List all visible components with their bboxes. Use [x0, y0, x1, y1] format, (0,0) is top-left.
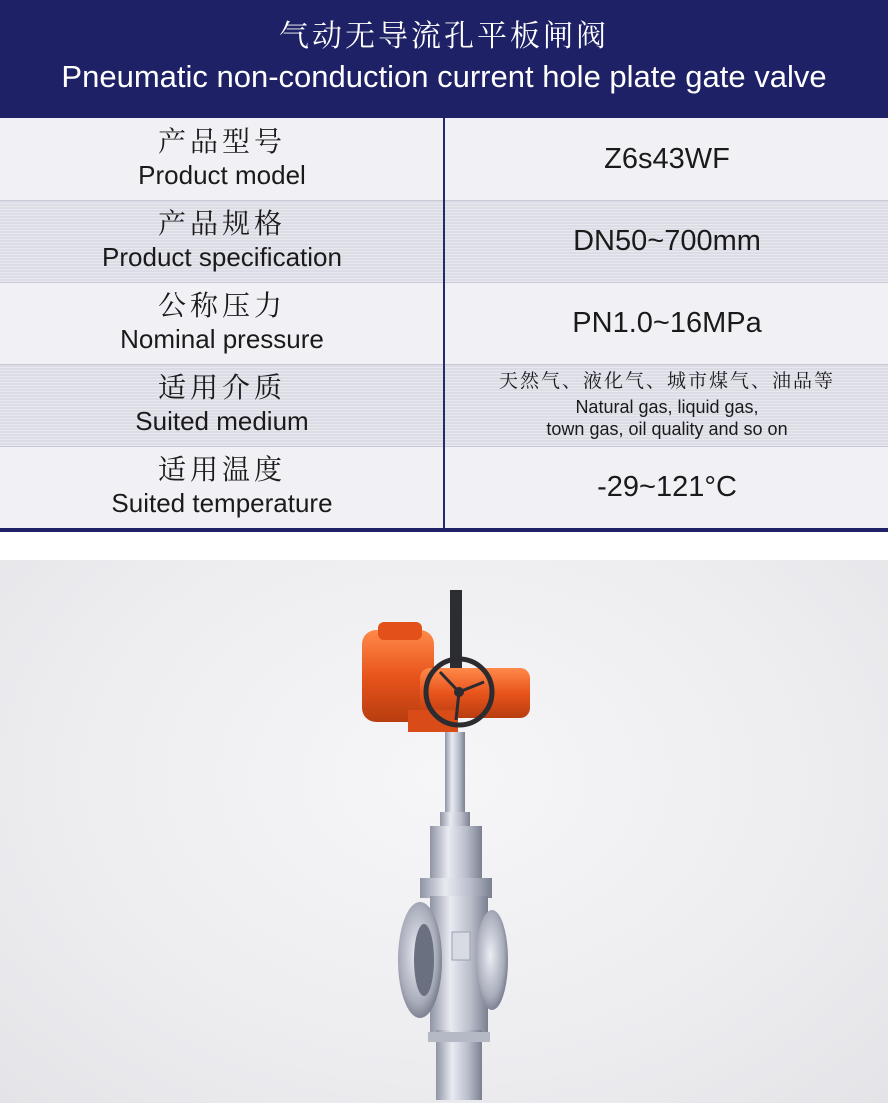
product-photo	[0, 560, 888, 1103]
spec-label-zh: 产品规格	[157, 207, 286, 240]
gate-valve-illustration	[0, 560, 888, 1103]
outlet-flange	[476, 910, 508, 1010]
column-divider	[443, 118, 445, 530]
spec-value: PN1.0~16MPa	[572, 306, 762, 339]
spec-label-zh: 产品型号	[157, 125, 286, 158]
valve-bonnet	[430, 826, 482, 886]
spec-label-en: Product specification	[102, 242, 342, 272]
spec-value: -29~121°C	[597, 470, 737, 503]
title-english: Pneumatic non-conduction current hole plate gate valve	[61, 59, 827, 94]
title-chinese: 气动无导流孔平板闸阀	[279, 19, 609, 54]
spec-label	[0, 200, 444, 282]
spec-value-en-line2: town gas, oil quality and so on	[546, 419, 788, 439]
spec-label-zh: 适用介质	[157, 371, 286, 404]
spec-label-en: Nominal pressure	[120, 324, 324, 354]
spec-label-en: Product model	[138, 160, 306, 190]
table-bottom-rule	[0, 528, 888, 532]
spec-value	[446, 364, 888, 446]
spec-label	[0, 118, 444, 200]
spec-value-zh: 天然气、液化气、城市煤气、油品等	[498, 370, 835, 392]
spec-label	[0, 446, 444, 528]
spec-table	[0, 118, 888, 530]
spec-value-en-line1: Natural gas, liquid gas,	[575, 397, 759, 417]
spec-label-zh: 适用温度	[157, 453, 286, 486]
page-header	[0, 0, 888, 118]
spec-label-en: Suited medium	[135, 406, 309, 436]
spec-value: DN50~700mm	[573, 224, 761, 257]
valve-yoke	[445, 732, 465, 817]
spec-label	[0, 364, 444, 446]
spec-label-zh: 公称压力	[157, 289, 286, 322]
spec-label	[0, 282, 444, 364]
spec-label-en: Suited temperature	[111, 488, 333, 518]
spec-value: Z6s43WF	[604, 142, 730, 175]
